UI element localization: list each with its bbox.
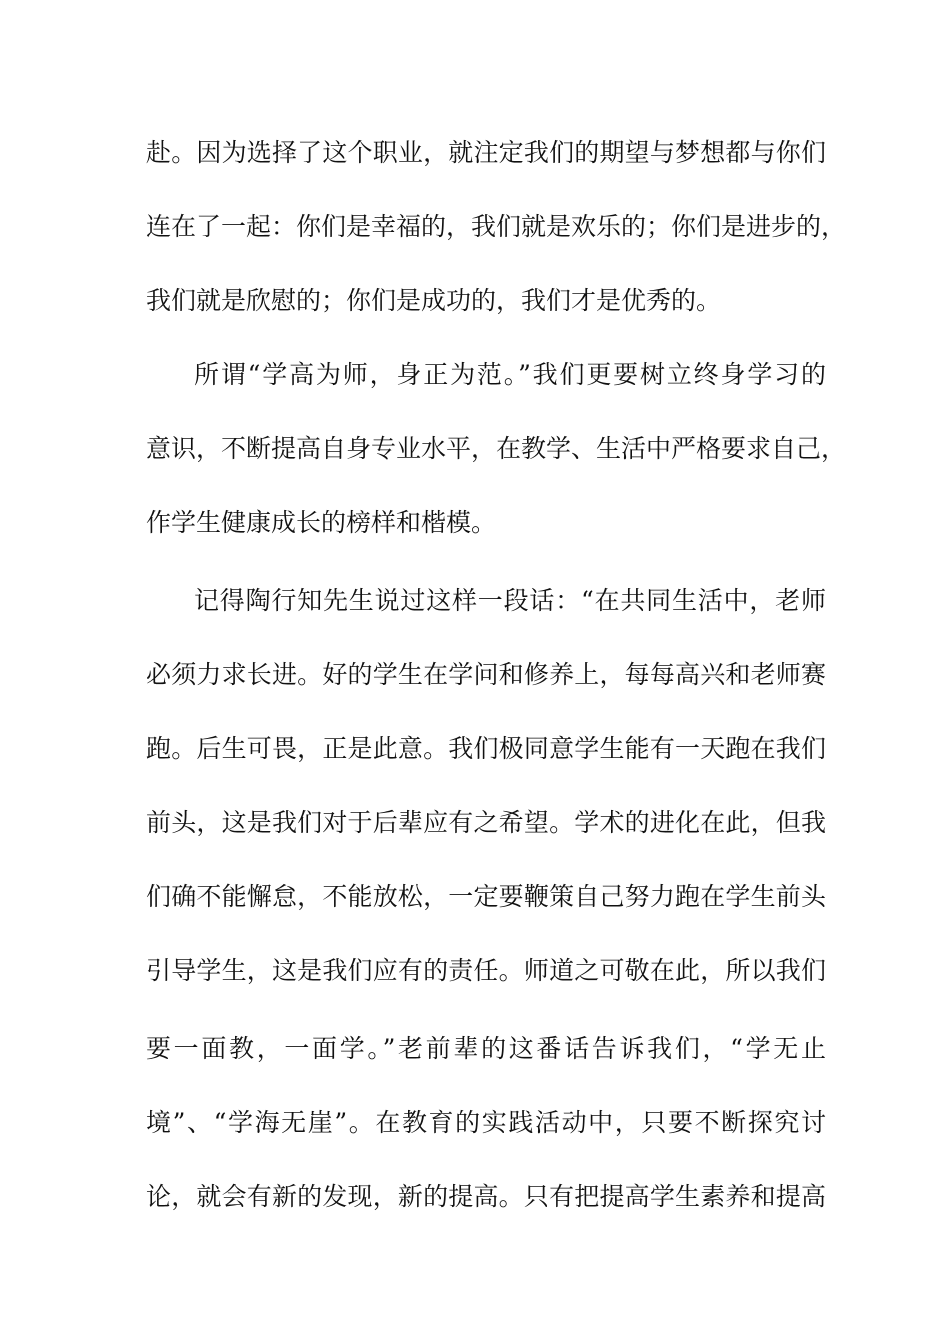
text-line: 赴。因为选择了这个职业，就注定我们的期望与梦想都与你们	[146, 138, 826, 167]
text-line: 意识，不断提高自身专业水平，在教学、生活中严格要求自己，	[146, 434, 847, 463]
text-line: 必须力求长进。好的学生在学问和修养上，每每高兴和老师赛	[146, 660, 826, 689]
text-line: 作学生健康成长的榜样和楷模。	[146, 508, 497, 537]
text-line: 连在了一起：你们是幸福的，我们就是欢乐的；你们是进步的，	[146, 212, 847, 241]
text-line: 境”、“学海无崖”。在教育的实践活动中，只要不断探究讨	[146, 1108, 826, 1137]
text-line: 我们就是欣慰的；你们是成功的，我们才是优秀的。	[146, 286, 722, 315]
text-line: 跑。后生可畏，正是此意。我们极同意学生能有一天跑在我们	[146, 734, 826, 763]
text-line: 前头，这是我们对于后辈应有之希望。学术的进化在此，但我	[146, 808, 826, 837]
text-line: 论，就会有新的发现，新的提高。只有把提高学生素养和提高	[146, 1182, 826, 1211]
text-line: 们确不能懈怠，不能放松，一定要鞭策自己努力跑在学生前头	[146, 882, 826, 911]
text-line: 要一面教，一面学。”老前辈的这番话告诉我们，“学无止	[146, 1034, 826, 1063]
paragraph-start-line: 记得陶行知先生说过这样一段话：“在共同生活中，老师	[194, 586, 826, 615]
paragraph-start-line: 所谓“学高为师，身正为范。”我们更要树立终身学习的	[194, 360, 826, 389]
text-line: 引导学生，这是我们应有的责任。师道之可敬在此，所以我们	[146, 956, 826, 985]
